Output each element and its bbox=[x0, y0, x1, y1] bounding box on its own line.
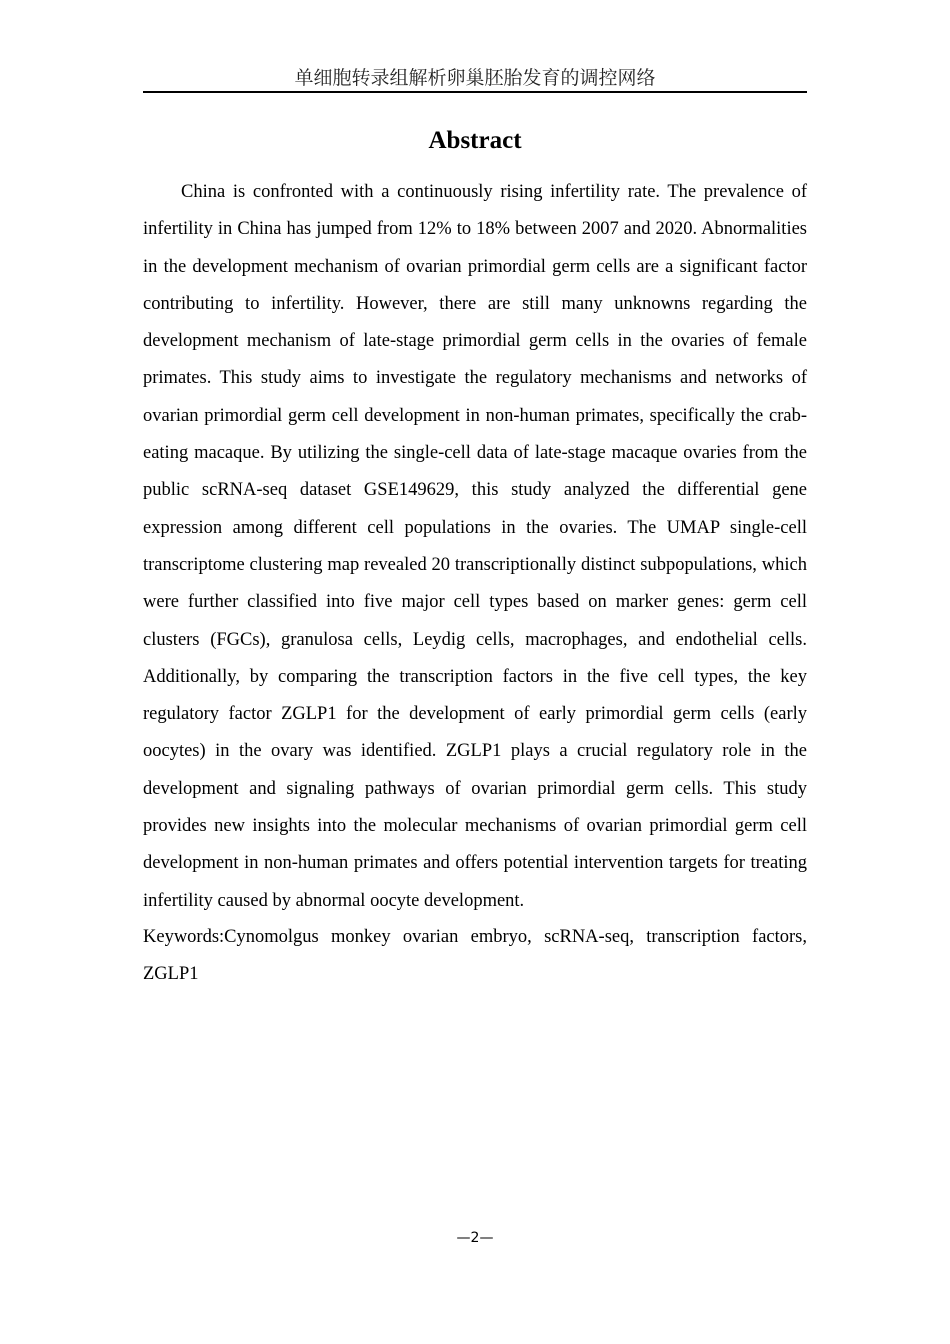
keywords: Keywords:Cynomolgus monkey ovarian embryo, scRNA-seq, transcription factors, ZGLP1 bbox=[143, 927, 807, 985]
abstract-body: China is confronted with a continuously rising infertility rate. The prevalence of infertility in China has jumped from 12% to 18% between 2007 and 2020. Abnormalities in the development mechanism of ovarian primordial germ cells are a significant factor contributing to infertility. However, there are still many unknowns regarding the development mechanism of late-stage primordial germ cells in the ovaries of female primates. This study aims to investigate the regulatory mechanisms and networks of ovarian primordial germ cell development in non-human primates, specifically the crab-eating macaque. By utilizing the single-cell data of late-stage macaque ovaries from the public scRNA-seq dataset GSE149629, this study analyzed the differential gene expression among different cell populations in the ovaries. The UMAP single-cell transcriptome clustering map revealed 20 transcriptionally distinct subpopulations, which were further classified into five major cell types based on marker genes: germ cell clusters (FGCs), granulosa cells, Leydig cells, macrophages, and endothelial cells. Additionally, by comparing the transcription factors in the five cell types, the key regulatory factor ZGLP1 for the development of early primordial germ cells (early oocytes) in the ovary was identified. ZGLP1 plays a crucial regulatory role in the development and signaling pathways of ovarian primordial germ cells. This study provides new insights into the molecular mechanisms of ovarian primordial germ cell development in non-human primates and offers potential intervention targets for treating infertility caused by abnormal oocyte development. bbox=[143, 182, 807, 911]
running-header: 单细胞转录组解析卵巢胚胎发育的调控网络 bbox=[294, 67, 656, 89]
abstract-title: Abstract bbox=[428, 127, 522, 154]
page-number: —2— bbox=[456, 1230, 494, 1246]
header-divider bbox=[143, 91, 807, 93]
